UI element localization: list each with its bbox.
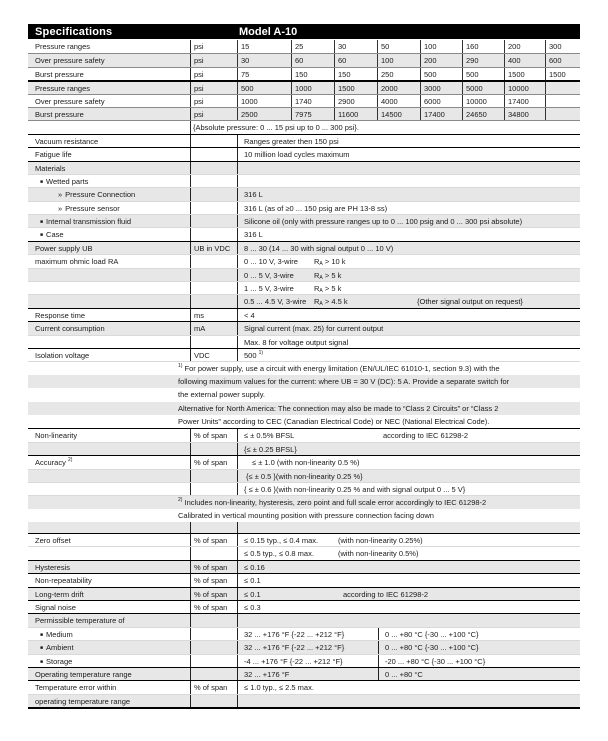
value-cell: 25 xyxy=(291,40,334,53)
row-ohmic-load-1 xyxy=(28,254,580,267)
unit-cell xyxy=(190,135,237,147)
value-area xyxy=(237,255,580,267)
value-cell: 150 xyxy=(291,68,334,80)
value-area xyxy=(237,695,580,707)
value-text: Signal current (max. 25) for current output xyxy=(244,324,384,334)
row-absolute-pressure-note xyxy=(28,120,580,133)
value-cell: 100 xyxy=(420,40,462,53)
row-label: Burst pressure xyxy=(35,69,84,79)
row-label: ■ Internal transmission fluid xyxy=(40,217,132,227)
value-area xyxy=(237,588,580,600)
row-label: Zero offset xyxy=(35,536,71,546)
value-cell: 200 xyxy=(420,54,462,66)
row-label: Hysteresis xyxy=(35,562,71,572)
unit-cell: ms xyxy=(190,309,237,321)
row-vacuum-resistance xyxy=(28,134,580,147)
row-label xyxy=(28,547,190,559)
row-label: ■ Medium xyxy=(40,629,73,639)
value-text: 0 ... 10 V, 3-wire xyxy=(244,257,298,267)
row-burst-pressure-2 xyxy=(28,107,580,120)
value-area xyxy=(237,162,580,174)
row-label: Vacuum resistance xyxy=(35,136,99,146)
row-label: Response time xyxy=(35,310,86,320)
row-label: Operating temperature range xyxy=(35,669,132,679)
row-label xyxy=(28,269,190,281)
value-cell: 600 xyxy=(545,54,580,66)
value-cell xyxy=(545,95,580,107)
value-area xyxy=(237,228,580,240)
row-label xyxy=(28,336,190,348)
value-cell: 3000 xyxy=(420,82,462,93)
value-text: ≤ 0.1 xyxy=(244,576,261,586)
value-cell: 14500 xyxy=(377,108,420,120)
value-text: according to IEC 61298-2 xyxy=(343,589,429,599)
fahrenheit-value: 32 ... +176 °F {-22 ... +212 °F} xyxy=(244,643,345,653)
value-text: 0 ... 5 V, 3-wire xyxy=(244,270,294,280)
row-label: Temperature error within xyxy=(35,683,117,693)
table-body xyxy=(28,40,580,707)
row-current-consumption-1 xyxy=(28,321,580,334)
unit-cell: % of span xyxy=(190,574,237,586)
value-cell: 160 xyxy=(462,40,504,53)
value-area xyxy=(237,483,580,495)
unit-cell: % of span xyxy=(190,561,237,573)
value-text: ≤ 0.16 xyxy=(244,562,265,572)
unit-cell xyxy=(190,443,237,455)
value-area xyxy=(237,601,580,613)
unit-cell: % of span xyxy=(190,588,237,600)
celsius-value: -20 ... +80 °C {-30 ... +100 °C} xyxy=(378,655,485,667)
unit-cell xyxy=(190,255,237,267)
row-label: Signal noise xyxy=(35,603,76,613)
value-text: 316 L (as of ≥0 ... 150 psig are PH 13-8 ss) xyxy=(244,203,388,213)
value-cell: 500 xyxy=(237,82,291,93)
value-area xyxy=(237,309,580,321)
value-cell: 60 xyxy=(291,54,334,66)
value-area xyxy=(237,534,580,546)
value-area xyxy=(237,336,580,348)
row-footnote-1-line-1 xyxy=(28,361,580,374)
row-over-pressure-safety-2 xyxy=(28,94,580,107)
unit-cell xyxy=(190,483,237,495)
value-area xyxy=(237,443,580,455)
row-fatigue-life xyxy=(28,147,580,160)
value-cell: 1500 xyxy=(545,68,580,80)
value-area xyxy=(237,628,580,640)
row-footnote-1-line-4 xyxy=(28,402,580,415)
table-header-bar xyxy=(28,24,580,39)
unit-cell xyxy=(190,202,237,214)
value-cell: 500 xyxy=(420,68,462,80)
value-cell: 15 xyxy=(237,40,291,53)
value-text: $R_A > 5$ k xyxy=(314,284,342,295)
row-current-consumption-2 xyxy=(28,335,580,348)
value-area xyxy=(237,456,580,468)
table-title: Specifications xyxy=(35,25,113,38)
row-label: Materials xyxy=(35,163,66,173)
row-internal-transmission-fluid xyxy=(28,214,580,227)
value-text: 316 L xyxy=(244,190,263,200)
value-area xyxy=(237,269,580,281)
row-temp-medium xyxy=(28,627,580,640)
unit-cell: % of span xyxy=(190,456,237,468)
unit-cell: psi xyxy=(190,68,237,80)
square-bullet-icon: ■ xyxy=(40,219,44,226)
row-label xyxy=(28,443,190,455)
unit-cell: psi xyxy=(190,108,237,120)
row-label: Pressure ranges xyxy=(35,84,91,94)
row-label: Fatigue life xyxy=(35,150,72,160)
value-text: (with non-linearity 0.5%) xyxy=(338,549,419,559)
value-cell: 400 xyxy=(504,54,545,66)
row-pressure-connection xyxy=(28,187,580,200)
value-cell: 1740 xyxy=(291,95,334,107)
value-cell: 2000 xyxy=(377,82,420,93)
row-label: ■ Ambient xyxy=(40,643,74,653)
row-pressure-ranges-2 xyxy=(28,80,580,93)
value-cell: 30 xyxy=(334,40,377,53)
row-label: ■ Storage xyxy=(40,656,73,666)
value-cell: 60 xyxy=(334,54,377,66)
fahrenheit-value: -4 ... +176 °F {-22 ... +212 °F} xyxy=(244,656,343,666)
row-burst-pressure-1 xyxy=(28,67,580,80)
row-label: Permissible temperature of xyxy=(35,616,125,626)
value-area xyxy=(237,668,580,680)
row-label: Over pressure safety xyxy=(35,56,105,66)
value-area xyxy=(237,470,580,482)
row-label xyxy=(28,282,190,294)
value-text: { ≤ ± 0.6 }(with non-linearity 0.25 % and with signal output 0 ... 5 V} xyxy=(244,484,466,494)
value-cell: 250 xyxy=(377,68,420,80)
value-cell: 1500 xyxy=(504,68,545,80)
value-area xyxy=(237,242,580,254)
unit-cell xyxy=(190,282,237,294)
value-cell: 2900 xyxy=(334,95,377,107)
row-label: Accuracy $^{2)}$ xyxy=(35,457,73,468)
row-label: » Pressure sensor xyxy=(58,203,120,213)
value-cell: 24650 xyxy=(462,108,504,120)
unit-cell: UB in VDC xyxy=(190,242,237,254)
row-wetted-parts xyxy=(28,174,580,187)
row-hysteresis xyxy=(28,560,580,573)
row-non-linearity-2 xyxy=(28,442,580,455)
value-cell: 7975 xyxy=(291,108,334,120)
value-cell: 10000 xyxy=(462,95,504,107)
value-area xyxy=(237,282,580,294)
value-cell: 34800 xyxy=(504,108,545,120)
value-text: ≤ 0.3 xyxy=(244,603,261,613)
unit-cell xyxy=(190,336,237,348)
value-text: (with non-linearity 0.25%) xyxy=(338,536,423,546)
value-text: < 4 xyxy=(244,310,255,320)
unit-cell xyxy=(190,614,237,626)
row-ohmic-load-2 xyxy=(28,268,580,281)
square-bullet-icon: ■ xyxy=(40,178,44,185)
value-text: {Other signal output on request} xyxy=(417,297,523,307)
fahrenheit-value: 32 ... +176 °F xyxy=(244,669,290,679)
value-cell: 6000 xyxy=(420,95,462,107)
value-area xyxy=(237,574,580,586)
row-temp-storage xyxy=(28,654,580,667)
unit-cell xyxy=(190,295,237,307)
value-cell: 2500 xyxy=(237,108,291,120)
value-cell: 75 xyxy=(237,68,291,80)
row-footnote-2-line-2 xyxy=(28,509,580,522)
value-area xyxy=(237,655,580,667)
value-text: $R_A > 5$ k xyxy=(314,270,342,281)
unit-cell xyxy=(190,162,237,174)
value-text: 10 million load cycles maximum xyxy=(244,150,350,160)
specifications-table xyxy=(28,24,580,709)
row-signal-noise xyxy=(28,600,580,613)
value-text: $R_A > 10$ k xyxy=(314,257,346,268)
fahrenheit-value: 32 ... +176 °F {-22 ... +212 °F} xyxy=(244,629,345,639)
spanning-text: Calibrated in vertical mounting position with pressure connection facing down xyxy=(178,510,434,520)
value-cell xyxy=(545,108,580,120)
value-area xyxy=(237,175,580,187)
row-long-term-drift xyxy=(28,587,580,600)
value-text: {≤ ± 0.25 BFSL} xyxy=(244,444,297,454)
unit-cell: mA xyxy=(190,322,237,334)
value-area xyxy=(237,614,580,626)
value-cell: 17400 xyxy=(504,95,545,107)
row-power-supply xyxy=(28,241,580,254)
row-label: Non-repeatability xyxy=(35,576,92,586)
spanning-text: the external power supply. xyxy=(178,390,265,400)
row-label xyxy=(28,295,190,307)
value-cell: 1000 xyxy=(291,82,334,93)
row-temp-ambient xyxy=(28,640,580,653)
unit-cell xyxy=(190,655,237,667)
unit-cell: % of span xyxy=(190,601,237,613)
row-label xyxy=(28,522,190,533)
unit-cell xyxy=(190,668,237,680)
celsius-value: 0 ... +80 °C {-30 ... +100 °C} xyxy=(378,641,479,653)
value-text: 316 L xyxy=(244,230,263,240)
unit-cell: % of span xyxy=(190,429,237,441)
value-area xyxy=(237,295,580,307)
spanning-text: $^{2)}$ Includes non-linearity, hysteresis, zero point and full scale error accordingly to IEC 61298-2 xyxy=(178,497,487,508)
value-cell: 150 xyxy=(334,68,377,80)
unit-cell: psi xyxy=(190,95,237,107)
row-label: Long-term drift xyxy=(35,589,84,599)
row-temperature-error-2 xyxy=(28,694,580,707)
row-label: ■ Case xyxy=(40,230,64,240)
square-bullet-icon: ■ xyxy=(40,631,44,638)
value-cell: 30 xyxy=(237,54,291,66)
row-permissible-temperature xyxy=(28,613,580,626)
row-accuracy-2 xyxy=(28,469,580,482)
row-label xyxy=(28,483,190,495)
chevron-bullet-icon: » xyxy=(58,190,63,200)
row-accuracy-3 xyxy=(28,482,580,495)
row-label: Non-linearity xyxy=(35,431,78,441)
unit-cell xyxy=(190,188,237,200)
unit-cell: VDC xyxy=(190,349,237,361)
value-text: ≤ 0.5 typ., ≤ 0.8 max. xyxy=(244,549,314,559)
value-cell: 1000 xyxy=(237,95,291,107)
value-area xyxy=(237,322,580,334)
value-cell: 4000 xyxy=(377,95,420,107)
square-bullet-icon: ■ xyxy=(40,232,44,239)
value-text: 8 ... 30 (14 ... 30 with signal output 0 ... 10 V) xyxy=(244,243,394,253)
value-area xyxy=(237,561,580,573)
row-footnote-1-line-3 xyxy=(28,388,580,401)
unit-cell xyxy=(190,215,237,227)
value-text: Ranges greater then 150 psi xyxy=(244,136,339,146)
row-case xyxy=(28,227,580,240)
value-area xyxy=(237,429,580,441)
unit-cell xyxy=(190,148,237,160)
unit-cell: psi xyxy=(190,82,237,93)
celsius-value: 0 ... +80 °C {-30 ... +100 °C} xyxy=(378,628,479,640)
row-label xyxy=(28,470,190,482)
row-temperature-error-1 xyxy=(28,680,580,693)
spanning-text: Power Units” according to CEC (Canadian Electrical Code) or NEC (National Electrical Code). xyxy=(178,416,490,426)
value-text: Max. 8 for voltage output signal xyxy=(244,337,349,347)
unit-cell xyxy=(190,269,237,281)
value-text: {≤ ± 0.5 }(with non-linearity 0.25 %} xyxy=(246,471,363,481)
value-area xyxy=(237,148,580,160)
spanning-text: $^{1)}$ For power supply, use a circuit with energy limitation (EN/UL/IEC 61010-1, section 9.3) with the xyxy=(178,363,500,374)
unit-cell: psi xyxy=(190,40,237,53)
row-label: » Pressure Connection xyxy=(58,190,136,200)
row-pressure-sensor xyxy=(28,201,580,214)
value-cell: 11600 xyxy=(334,108,377,120)
value-cell: 300 xyxy=(545,40,580,53)
row-label: maximum ohmic load RA xyxy=(35,257,119,267)
row-label: Burst pressure xyxy=(35,109,84,119)
row-footnote-1-line-5 xyxy=(28,415,580,428)
value-text: ≤ 0.15 typ., ≤ 0.4 max. xyxy=(244,536,319,546)
unit-cell xyxy=(190,470,237,482)
row-response-time xyxy=(28,308,580,321)
value-text: 500 $^{1)}$ xyxy=(244,349,264,360)
unit-cell xyxy=(190,175,237,187)
unit-cell xyxy=(190,522,237,533)
value-text: according to IEC 61298-2 xyxy=(383,431,469,441)
row-label: operating temperature range xyxy=(35,696,131,706)
row-accuracy-1 xyxy=(28,455,580,468)
model-title: Model A-10 xyxy=(239,25,298,38)
value-text: $R_A > 4.5$ k xyxy=(314,297,348,308)
unit-cell xyxy=(190,641,237,653)
value-text: 0.5 ... 4.5 V, 3-wire xyxy=(244,297,307,307)
row-non-linearity-1 xyxy=(28,428,580,441)
row-pressure-ranges-1 xyxy=(28,40,580,53)
square-bullet-icon: ■ xyxy=(40,658,44,665)
value-cell: 10000 xyxy=(504,82,545,93)
row-footnote-2-line-1 xyxy=(28,495,580,508)
value-text: 1 ... 5 V, 3-wire xyxy=(244,284,294,294)
row-zero-offset-2 xyxy=(28,546,580,559)
row-materials xyxy=(28,161,580,174)
value-area xyxy=(237,215,580,227)
value-text: ≤ 1.0 typ., ≤ 2.5 max. xyxy=(244,683,314,693)
square-bullet-icon: ■ xyxy=(40,645,44,652)
spanning-text: Alternative for North America: The connection may also be made to “Class 2 Circuits” or “Class 2 xyxy=(178,403,499,413)
value-cell: 1500 xyxy=(334,82,377,93)
row-isolation-voltage xyxy=(28,348,580,361)
value-area xyxy=(237,188,580,200)
row-label: Isolation voltage xyxy=(35,350,90,360)
unit-cell xyxy=(190,228,237,240)
row-spacer xyxy=(28,522,580,533)
value-text: ≤ ± 0.5% BFSL xyxy=(244,431,295,441)
row-label: Over pressure safety xyxy=(35,96,105,106)
value-area xyxy=(237,681,580,693)
value-text: ≤ ± 1.0 (with non-linearity 0.5 %) xyxy=(252,458,360,468)
spanning-text: {Absolute pressure: 0 ... 15 psi up to 0 ... 300 psi}. xyxy=(193,123,359,133)
row-ohmic-load-4 xyxy=(28,294,580,307)
spanning-text: following maximum values for the current: where UB = 30 V (DC): 5 A. Provide a separate switch for xyxy=(178,376,510,386)
row-label: Current consumption xyxy=(35,324,105,334)
value-area xyxy=(237,641,580,653)
row-ohmic-load-3 xyxy=(28,281,580,294)
value-cell: 17400 xyxy=(420,108,462,120)
value-area xyxy=(237,202,580,214)
value-cell xyxy=(545,82,580,93)
row-operating-temperature-range xyxy=(28,667,580,680)
unit-cell xyxy=(190,547,237,559)
value-cell: 290 xyxy=(462,54,504,66)
value-cell: 5000 xyxy=(462,82,504,93)
row-non-repeatability xyxy=(28,573,580,586)
value-area xyxy=(237,135,580,147)
row-label: Pressure ranges xyxy=(35,42,91,51)
row-label: ■ Wetted parts xyxy=(40,176,89,186)
row-over-pressure-safety-1 xyxy=(28,53,580,66)
value-cell: 50 xyxy=(377,40,420,53)
unit-cell xyxy=(190,628,237,640)
celsius-value: 0 ... +80 °C xyxy=(378,668,423,680)
value-cell: 100 xyxy=(377,54,420,66)
value-cell: 500 xyxy=(462,68,504,80)
value-text: Silicone oil (only with pressure ranges up to 0 ... 100 psig and 0 ... 300 psi absolute) xyxy=(244,217,523,227)
value-cell: 200 xyxy=(504,40,545,53)
unit-cell xyxy=(190,695,237,707)
column-divider xyxy=(190,121,191,133)
value-area xyxy=(237,522,580,533)
value-text: ≤ 0.1 xyxy=(244,589,261,599)
chevron-bullet-icon: » xyxy=(58,203,63,213)
value-area xyxy=(237,547,580,559)
row-zero-offset-1 xyxy=(28,533,580,546)
unit-cell: psi xyxy=(190,54,237,66)
unit-cell: % of span xyxy=(190,534,237,546)
row-label: Power supply UB xyxy=(35,243,93,253)
row-footnote-1-line-2 xyxy=(28,375,580,388)
unit-cell: % of span xyxy=(190,681,237,693)
value-area xyxy=(237,349,580,361)
